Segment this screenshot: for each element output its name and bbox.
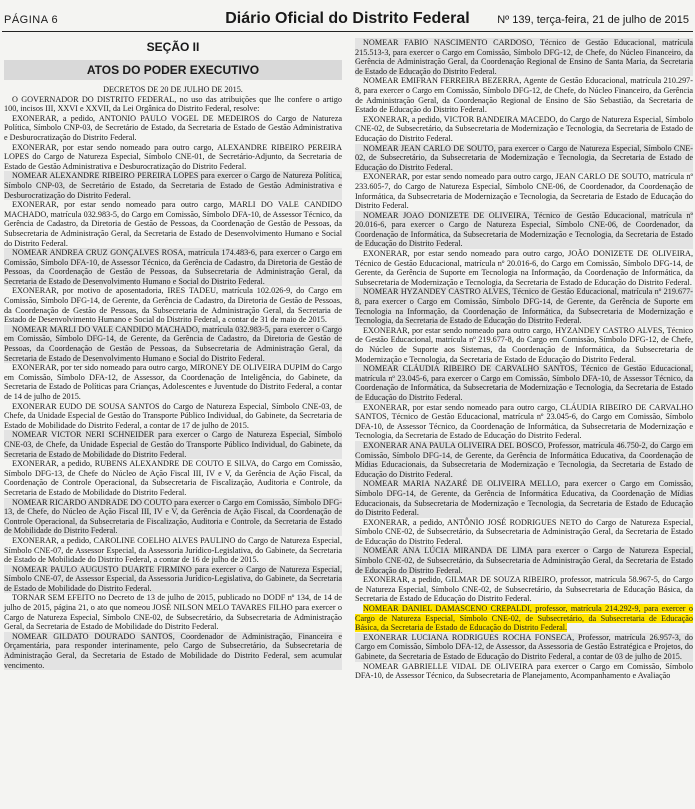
paragraph: NOMEAR PAULO AUGUSTO DUARTE FIRMINO para exercer o Cargo de Natureza Especial, Símbolo CNE-07, de Assessor Especial, da Assessoria Jurídico-Legislativa, do Gabinete, da Secretaria de Estado de Mobilidade do Distrito Federal.	[4, 564, 342, 593]
paragraph: NOMEAR MARLI DO VALE CANDIDO MACHADO, matrícula 032.983-5, para exercer o Cargo em Comissão, Símbolo DFG-14, de Gerente, da Gerência de Cadastro, da Diretoria de Gestão de Pessoas, da Coordenação de Gestão de Pessoas, da Subsecretaria de Administração Geral, da Secretaria de Estado de Desenvolvimento Humano e Social do Distrito Federal.	[4, 324, 342, 363]
paragraph: DECRETOS DE 20 DE JULHO DE 2015.	[103, 85, 243, 94]
page-header	[0, 0, 695, 30]
highlighted-text: NOMEAR DANIEL DAMASCENO CREPALDI, professor, matrícula 214.292-9, para exercer o Cargo de Natureza Especial, Símbolo CNE-02, de Subsecretário, da Subsecretaria de Educação Básica, da Secretaria de Estado de Educação do Distrito Federal.	[355, 604, 693, 633]
paragraph: EXONERAR, por estar sendo nomeado para outro cargo, HYZANDEY CASTRO ALVES, Técnico de Gestão Educacional, matrícula nº 219.677-8, do Cargo em Comissão, Símbolo DFG-12, de Chefe, do Núcleo de Suporte aos Sistemas, da Coordenação de Informática, da Subsecretaria de Modernização e Tecnologia, da Secretaria de Estado de Educação do Distrito Federal.	[355, 325, 693, 364]
left-text-block	[4, 85, 342, 670]
paragraph: EXONERAR, por estar sendo nomeado para outro cargo, JEAN CARLO DE SOUTO, matrícula nº 233.605-7, do Cargo de Natureza Especial, Símbolo CNE-06, de Coordenador, da Coordenação de Informática, da Subsecretaria de Modernização e Tecnologia, da Secretaria de Estado de Educação do Distrito Federal.	[355, 172, 693, 211]
paragraph: EXONERAR, a pedido, RUBENS ALEXANDRE DE COUTO E SILVA, do Cargo em Comissão, Símbolo DFG-13, de Chefe do Núcleo de Ação Fiscal III, IV e V, da Gerência de Ação Fiscal, da Coordenação de Controle Operacional, da Subsecretaria de Fiscalização, Auditoria e Controle, da Secretaria de Estado de Mobilidade do Distrito Federal.	[4, 459, 342, 497]
paragraph: NOMEAR HYZANDEY CASTRO ALVES, Técnico de Gestão Educacional, matrícula nº 219.677-8, para exercer o Cargo em Comissão, Símbolo DFG-14, de Gerente, da Gerência de Suporte em Tecnologia na Informação, da Coordenação de Informática, da Subsecretaria de Modernização e Tecnologia, da Secretaria de Estado de Educação do Distrito Federal.	[355, 287, 693, 326]
paragraph: EXONERAR, por ter sido nomeado para outro cargo, MIRONEY DE OLIVEIRA DUPIM do Cargo em Comissão, Símbolo DFA-12, de Assessor, da Coordenação de Inteligência, do Gabinete, da Secretaria de Estado de Políticas para Crianças, Adolescentes e Juventude do Distrito Federal, a contar de 14 de julho de 2015.	[4, 363, 342, 401]
paragraph: NOMEAR MARIA NAZARÉ DE OLIVEIRA MELLO, para exercer o Cargo em Comissão, Símbolo DFG-14, de Gerente, da Gerência de Informática Educativa, da Coordenação de Mídias Educacionais, da Subsecretaria de Modernização e Tecnologia, da Secretaria de Estado de Educação do Distrito Federal.	[355, 479, 693, 518]
paragraph: EXONERAR, por estar sendo nomeado para outro cargo, JOÃO DONIZETE DE OLIVEIRA, Técnico de Gestão Educacional, matrícula nº 20.016-6, do Cargo em Comissão, Símbolo DFG-14, de Gerente, da Gerência de Suporte em Tecnologia na Informação, da Coordenação de Informática, da Subsecretaria de Modernização e Tecnologia, da Secretaria de Estado de Educação do Distrito Federal.	[355, 249, 693, 287]
paragraph: NOMEAR ANDREA CRUZ GONÇALVES ROSA, matrícula 174.483-6, para exercer o Cargo em Comissão, Símbolo DFA-10, de Assessor Técnico, da Gerência de Cadastro, da Diretoria de Gestão de Pessoas, da Coordenação de Gestão de Pessoas, da Subsecretaria de Administração Geral, da Secretaria de Estado de Desenvolvimento Humano e Social do Distrito Federal.	[4, 248, 342, 286]
paragraph	[355, 604, 693, 633]
paragraph: NOMEAR ANA LÚCIA MIRANDA DE LIMA para exercer o Cargo de Natureza Especial, Símbolo CNE-02, de Subsecretário, da Subsecretaria de Administração Geral, da Secretaria de Estado de Educação do Distrito Federal.	[355, 546, 693, 575]
paragraph: EXONERAR, a pedido, VICTOR BANDEIRA MACEDO, do Cargo de Natureza Especial, Símbolo CNE-02, de Subsecretário, da Subsecretaria de Modernização e Tecnologia, da Secretaria de Estado de Educação do Distrito Federal.	[355, 114, 693, 143]
paragraph: NOMEAR RICARDO ANDRADE DO COUTO para exercer o Cargo em Comissão, Símbolo DFG-13, de Chefe, do Núcleo de Ação Fiscal III, IV e V, da Gerência de Ação Fiscal, da Coordenação de Controle Operacional, da Subsecretaria de Fiscalização, Auditoria e Controle, da Secretaria de Estado de Mobilidade do Distrito Federal.	[4, 497, 342, 536]
paragraph: NOMEAR EMIFRAN FERREIRA BEZERRA, Agente de Gestão Educacional, matrícula 210.297-8, para exercer o Cargo em Comissão, Símbolo DFG-12, de Chefe, do Núcleo Financeiro, da Gerência de Administração Geral, da Coordenação Regional de Ensino de São Sebastião, da Secretaria de Estado de Educação do Distrito Federal.	[355, 76, 693, 115]
paragraph: EXONERAR, a pedido, GILMAR DE SOUZA RIBEIRO, professor, matrícula 58.967-5, do Cargo de Natureza Especial, Símbolo CNE-02, de Subsecretário, da Subsecretaria de Educação Básica, da Secretaria de Estado de Educação do Distrito Federal.	[355, 575, 693, 604]
paragraph: EXONERAR, a pedido, CAROLINE COELHO ALVES PAULINO do Cargo de Natureza Especial, Símbolo CNE-07, de Assessor Especial, da Assessoria Jurídico-Legislativa, do Gabinete, da Secretaria de Estado de Mobilidade do Distrito Federal, a contar de 16 de julho de 2015.	[4, 535, 342, 565]
paragraph: NOMEAR VICTOR NERI SCHNEIDER para exercer o Cargo de Natureza Especial, Símbolo CNE-03, de Chefe, da Unidade Especial de Gestão do Transporte Público Individual, do Gabinete, da Secretaria de Estado de Mobilidade do Distrito Federal.	[4, 430, 342, 459]
right-column	[355, 38, 693, 681]
paragraph: EXONERAR, a pedido, ANTÔNIO JOSÉ RODRIGUES NETO do Cargo de Natureza Especial, Símbolo CNE-02, de Subsecretário, da Subsecretaria de Administração Geral, da Secretaria de Estado de Educação do Distrito Federal.	[355, 517, 693, 546]
paragraph: NOMEAR CLÁUDIA RIBEIRO DE CARVALHO SANTOS, Técnico de Gestão Educacional, matrícula nº 23.045-6, para exercer o Cargo em Comissão, Símbolo DFA-10, de Assessor Técnico, da Coordenação de Informática, da Subsecretaria de Modernização e Tecnologia, da Secretaria de Estado de Educação do Distrito Federal.	[355, 364, 693, 402]
page-number: PÁGINA 6	[4, 14, 59, 26]
paragraph: EXONERAR, por estar sendo nomeado para outro cargo, CLÁUDIA RIBEIRO DE CARVALHO SANTOS, Técnico de Gestão Educacional, matrícula nº 23.045-6, do Cargo em Comissão, Símbolo DFA-10, de Assessor Técnico, da Coordenação de Informática, da Subsecretaria de Modernização e Tecnologia, da Secretaria de Estado de Educação do Distrito Federal.	[355, 402, 693, 441]
paragraph: TORNAR SEM EFEITO no Decreto de 13 de julho de 2015, publicado no DODF nº 134, de 14 de julho de 2015, página 21, o ato que nomeou JOSÉ NILSON MELO TAVARES FILHO para exercer o Cargo de Natureza Especial, Símbolo CNE-02, de Subsecretário, da Subsecretaria de Administração Geral, da Secretaria de Estado de Mobilidade do Distrito Federal.	[4, 593, 342, 632]
paragraph: EXONERAR LUCIANA RODRIGUES ROCHA FONSECA, Professor, matrícula 26.957-3, do Cargo em Comissão, Símbolo DFA-12, de Assessor, da Assessoria de Gestão Estratégica e Projetos, do Gabinete, da Secretaria de Estado de Educação do Distrito Federal, a contar de 03 de julho de 2015.	[355, 632, 693, 661]
section-title: SEÇÃO II	[146, 40, 200, 54]
paragraph: EXONERAR EUDO DE SOUSA SANTOS do Cargo de Natureza Especial, Símbolo CNE-03, de Chefe, da Unidade Especial de Gestão do Transporte Público Individual, do Gabinete, da Secretaria de Estado de Mobilidade do Distrito Federal, a contar de 17 de julho de 2015.	[4, 401, 342, 430]
paragraph: NOMEAR JEAN CARLO DE SOUTO, para exercer o Cargo de Natureza Especial, Símbolo CNE-02, de Subsecretário, da Subsecretaria de Modernização e Tecnologia, da Secretaria de Estado de Educação do Distrito Federal.	[355, 143, 693, 172]
paragraph: NOMEAR GABRIELLE VIDAL DE OLIVEIRA para exercer o Cargo em Comissão, Símbolo DFA-10, de Assessor Técnico, da Subsecretaria de Planejamento, Acompanhamento e Avaliação	[355, 661, 693, 681]
paragraph: NOMEAR FABIO NASCIMENTO CARDOSO, Técnico de Gestão Educacional, matrícula 215.513-3, para exercer o Cargo em Comissão, Símbolo DFG-12, de Chefe, do Núcleo Financeiro, da Gerência de Administração Geral, da Coordenação Regional de Ensino de Santa Maria, da Secretaria de Estado de Educação do Distrito Federal.	[355, 38, 693, 76]
left-column	[4, 38, 342, 670]
paragraph: EXONERAR, por motivo de aposentadoria, IRES TADEU, matrícula 102.026-9, do Cargo em Comissão, Símbolo DFG-14, de Gerente, da Gerência de Cadastro, da Diretoria de Gestão de Pessoas, da Coordenação de Gestão de Pessoas, da Subsecretaria de Administração Geral, da Secretaria de Estado de Desenvolvimento Humano e Social do Distrito Federal, a contar de 31 de maio de 2015.	[4, 286, 342, 325]
issue-info: Nº 139, terça-feira, 21 de julho de 2015	[497, 14, 689, 26]
paragraph: EXONERAR ANA PAULA OLIVEIRA DEL BOSCO, Professor, matrícula 46.750-2, do Cargo em Comissão, Símbolo DFG-14, de Gerente, da Gerência de Informática Educativa, da Coordenação de Mídias Educacionais, da Subsecretaria de Modernização e Tecnologia, da Secretaria de Estado de Educação do Distrito Federal.	[355, 440, 693, 479]
section-banner: ATOS DO PODER EXECUTIVO	[4, 60, 342, 80]
paragraph: NOMEAR GILDATO DOURADO SANTOS, Coordenador de Administração, Financeira e Orçamentária, para responder interinamente, pelo Cargo de Subsecretário, da Subsecretaria de Administração Geral, da Secretaria de Estado de Mobilidade do Distrito Federal, sem acumular vencimento.	[4, 631, 342, 670]
paragraph: EXONERAR, por estar sendo nomeado para outro cargo, MARLI DO VALE CANDIDO MACHADO, matrícula 032.983-5, do Cargo em Comissão, Símbolo DFA-10, de Assessor Técnico, da Gerência de Cadastro, da Diretoria de Gestão de Pessoas, da Coordenação de Gestão de Pessoas, da Subsecretaria de Administração Geral, da Secretaria de Estado de Desenvolvimento Humano e Social do Distrito Federal.	[4, 200, 342, 248]
paragraph: NOMEAR ALEXANDRE RIBEIRO PEREIRA LOPES para exercer o Cargo de Natureza Política, Símbolo CNP-03, de Secretário de Estado, da Secretaria de Estado de Gestão Administrativa e Desburocratização do Distrito Federal.	[4, 171, 342, 200]
right-text-block	[355, 38, 693, 681]
header-divider	[2, 31, 693, 32]
paragraph: NOMEAR JOAO DONIZETE DE OLIVEIRA, Técnico de Gestão Educacional, matrícula nº 20.016-6, para exercer o Cargo de Natureza Especial, Símbolo CNE-06, de Coordenador, da Coordenação de Informática, da Subsecretaria de Modernização e Tecnologia, da Secretaria de Estado de Educação do Distrito Federal.	[355, 210, 693, 249]
paragraph: EXONERAR, a pedido, ANTONIO PAULO VOGEL DE MEDEIROS do Cargo de Natureza Política, Símbolo CNP-03, de Secretário de Estado, da Secretaria de Estado de Gestão Administrativa e Desburocratização do Distrito Federal.	[4, 113, 342, 142]
paragraph: O GOVERNADOR DO DISTRITO FEDERAL, no uso das atribuições que lhe confere o artigo 100, incisos III, XXVI e XXVII, da Lei Orgânica do Distrito Federal, resolve:	[4, 94, 342, 114]
paragraph: EXONERAR, por estar sendo nomeado para outro cargo, ALEXANDRE RIBEIRO PEREIRA LOPES do Cargo de Natureza Especial, Símbolo CNE-01, de Secretário-Adjunto, da Secretaria de Estado de Gestão Administrativa e Desburocratização do Distrito Federal.	[4, 142, 342, 171]
newspaper-title: Diário Oficial do Distrito Federal	[225, 10, 470, 27]
